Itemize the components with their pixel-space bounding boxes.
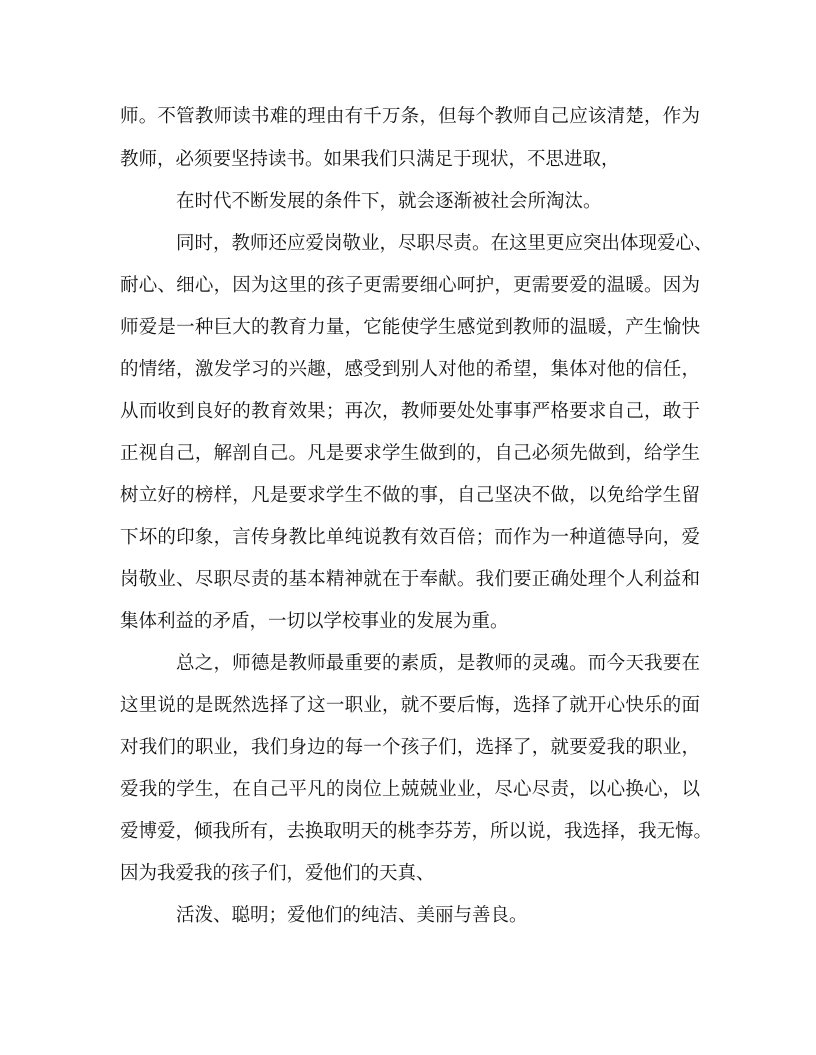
text-line: 教师，必须要坚持读书。如果我们只满足于现状，不思进取， bbox=[120, 149, 620, 170]
text-line: 集体利益的矛盾，一切以学校事业的发展为重。 bbox=[120, 611, 509, 632]
text-line: 下坏的印象，言传身教比单纯说教有效百倍；而作为一种道德导向，爱 bbox=[120, 527, 700, 548]
text-line: 同时，教师还应爱岗敬业，尽职尽责。在这里更应突出体现爱心、 bbox=[176, 233, 713, 254]
text-line: 活泼、聪明；爱他们的纯洁、美丽与善良。 bbox=[176, 905, 528, 926]
text-line: 师。不管教师读书难的理由有千万条，但每个教师自己应该清楚，作为 bbox=[120, 106, 700, 127]
text-line: 因为我爱我的孩子们，爱他们的天真、 bbox=[120, 863, 435, 884]
text-line: 树立好的榜样，凡是要求学生不做的事，自己坚决不做，以免给学生留 bbox=[120, 485, 700, 506]
text-line: 的情绪，激发学习的兴趣，感受到别人对他的希望，集体对他的信任， bbox=[120, 359, 700, 380]
text-line: 从而收到良好的教育效果；再次，教师要处处事事严格要求自己，敢于 bbox=[120, 401, 700, 422]
text-line: 岗敬业、尽职尽责的基本精神就在于奉献。我们要正确处理个人利益和 bbox=[120, 569, 700, 590]
text-line: 正视自己，解剖自己。凡是要求学生做到的，自己必须先做到，给学生 bbox=[120, 443, 700, 464]
text-line: 师爱是一种巨大的教育力量，它能使学生感觉到教师的温暖，产生愉快 bbox=[120, 317, 700, 338]
text-line: 爱我的学生，在自己平凡的岗位上兢兢业业，尽心尽责，以心换心，以 bbox=[120, 779, 700, 800]
text-line: 在时代不断发展的条件下，就会逐渐被社会所淘汰。 bbox=[176, 191, 602, 212]
text-line: 这里说的是既然选择了这一职业，就不要后悔，选择了就开心快乐的面 bbox=[120, 695, 700, 716]
text-line: 对我们的职业，我们身边的每一个孩子们，选择了，就要爱我的职业， bbox=[120, 737, 700, 758]
text-line: 爱博爱，倾我所有，去换取明天的桃李芬芳，所以说，我选择，我无悔。 bbox=[120, 821, 713, 842]
text-line: 耐心、细心，因为这里的孩子更需要细心呵护，更需要爱的温暖。因为 bbox=[120, 275, 700, 296]
text-line: 总之，师德是教师最重要的素质，是教师的灵魂。而今天我要在 bbox=[176, 653, 700, 674]
